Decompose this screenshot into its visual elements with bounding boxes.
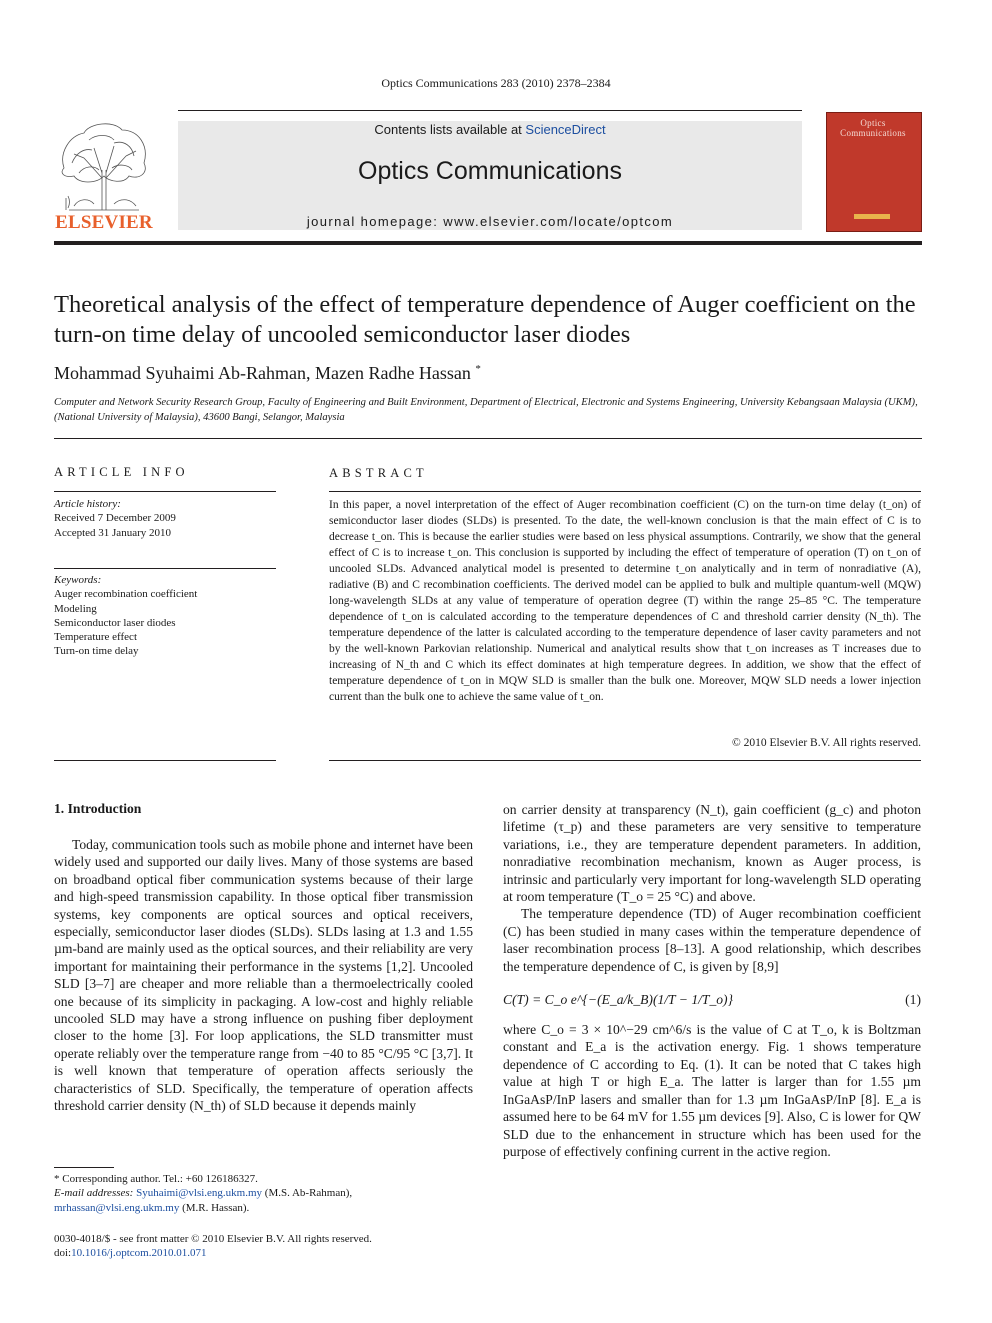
accepted-date: Accepted 31 January 2010 bbox=[54, 526, 171, 539]
sciencedirect-link[interactable]: ScienceDirect bbox=[525, 122, 606, 137]
paragraph: The temperature dependence (TD) of Auger recombination coefficient (C) has been studied in many cases within the temperature dependence of laser recombination process [8–13]. A good relationship, which describes the temperature dependence of C, is given by [8,9] bbox=[503, 906, 921, 974]
cover-title-line-2: Communications bbox=[840, 128, 906, 138]
abstract-body: In this paper, a novel interpretation of the effect of Auger recombination coefficient (C) on the turn-on time delay (t_on) of semiconductor laser diodes (SLDs) is presented. To the date, the well-known conclusion is that the main effect of C is to decrease t_on. This is because the earlier studies were based on less physical assumptions. Contrarily, we show that the general effect of C is to increase t_on. This conclusion is supported by including the effect of temperature of operation (T) on t_on of uncooled SLDs. Advanced analytical model is presented to determine t_on analytically and in term of nonradiative (A), radiative (B) and C recombination coefficients. The derived model can be applied to bulk and multiple quantum-well (MQW) long-wavelength SLDs at any value of temperature of operation degree (T) within the range 25–85 °C. The temperature dependence of t_on is calculated according to the temperature dependences of C and threshold carrier density (N_th). The temperature dependence of the latter is calculated according to the temperature dependence of laser cavity parameters and not by the well-known Parkovian relationship. Numerical and analytical results show that t_on increases as T increases due to increasing of N_th and C which its effect dominates at high temperature degrees. In addition, we show that the effect of temperature dependence of t_on in MQW SLD is smaller than the bulk one. Moreover, MQW SLD needs a lower injection current than the bulk one to achieve the same value of t_on. bbox=[329, 499, 921, 703]
contents-line bbox=[178, 122, 802, 137]
email-owner-1: (M.S. Ab-Rahman), bbox=[264, 1187, 353, 1200]
journal-homepage[interactable]: journal homepage: www.elsevier.com/locate/optcom bbox=[306, 214, 674, 229]
masthead-rule bbox=[54, 241, 922, 245]
journal-reference: Optics Communications 283 (2010) 2378–2384 bbox=[381, 76, 611, 90]
email-owner-2: (M.R. Hassan). bbox=[182, 1201, 250, 1214]
keywords-label: Keywords: bbox=[54, 574, 102, 586]
keyword: Modeling bbox=[54, 602, 97, 615]
keyword: Turn-on time delay bbox=[54, 645, 139, 658]
email-link-1[interactable]: Syuhaimi@vlsi.eng.ukm.my bbox=[136, 1187, 263, 1200]
footnote bbox=[54, 1172, 473, 1215]
body-column-right bbox=[503, 801, 921, 1160]
history-label: Article history: bbox=[54, 498, 121, 510]
keywords-block bbox=[54, 573, 276, 659]
top-rule bbox=[178, 110, 802, 111]
cover-title-line-1: Optics bbox=[860, 118, 886, 128]
elsevier-wordmark: ELSEVIER bbox=[55, 212, 153, 233]
email-link-2[interactable]: mrhassan@vlsi.eng.ukm.my bbox=[54, 1201, 180, 1214]
journal-title: Optics Communications bbox=[358, 157, 622, 185]
equation-text: C(T) = C_o e^{−(E_a/k_B)(1/T − 1/T_o)} bbox=[503, 992, 734, 1008]
affiliation: Computer and Network Security Research Group, Faculty of Engineering and Built Environment, Department of Electrical, Electronic and Systems Engineering, University Kebangsaan Malaysia (UKM), (National University of Malaysia), 43600 Bangi, Selangor, Malaysia bbox=[54, 397, 918, 423]
abstract-rule-bottom bbox=[329, 760, 921, 761]
doi-prefix: doi: bbox=[54, 1247, 72, 1260]
abstract-rule-top bbox=[329, 491, 921, 492]
keyword: Semiconductor laser diodes bbox=[54, 616, 176, 629]
keyword: Temperature effect bbox=[54, 631, 137, 644]
cover-footer-band bbox=[854, 214, 890, 219]
corresponding-author-mark[interactable]: * bbox=[475, 363, 481, 375]
info-rule-2 bbox=[54, 568, 276, 569]
equation-1 bbox=[503, 983, 921, 1019]
article-history bbox=[54, 497, 276, 540]
paragraph: on carrier density at transparency (N_t), gain coefficient (g_c) and photon lifetime (τ_p) and these parameters are very sensitive to temperature variations, i.e., they are temperature dependent parameters. In addition, nonradiative recombination mechanism, known as Auger process, is intrinsic and particularly very important for long-wavelength SLD operating at room temperature (T_o = 25 °C) and above. bbox=[503, 802, 921, 905]
paragraph: where C_o = 3 × 10^−29 cm^6/s is the value of C at T_o, k is Boltzman constant and E_a is the activation energy. Fig. 1 shows temperature dependence of C according to Eq. (1). It can be noted that C takes high value at high T or high E_a. The latter is larger than for 1.55 µm InGaAsP/InP lasers and smaller than for 1.3 µm InGaAsP/InP [8]. E_a is assumed here to be 64 mV for 1.55 µm devices [9]. Also, C is lower for QW SLD due to the enhancement in structure which has been used for the purpose of effectively confining current in the active region. bbox=[503, 1022, 921, 1159]
body-column-left: Today, communication tools such as mobile phone and internet have been widely used and supported our daily lives. Many of those systems are based on broadband optical fiber communication systems because of their large and high-speed transmission capability. In those optical fiber transmission systems, key components are optical sources and optical receivers, especially, semiconductor laser diodes (SLDs). SLDs lasing at 1.3 and 1.55 µm-band are mainly used as the optical sources, and their reliability are very important for maintaining their performance in the systems [1,2]. Uncooled SLD [3–7] are cheaper and more reliable than a thermoelectrically cooled one because of its simplicity in packaging. A low-cost and highly reliable uncooled SLD may have a strong influence on pushing fiber deployment closer to the home [3]. For loop applications, the SLD transmitter must operate reliably over the temperature range from −40 to 85 °C/95 °C [3,7]. It is well known that temperature of operation affects seriously the characteristics of SLD. Specifically, the temperature of operation affects threshold carrier density (N_th) of SLD because it depends mainly bbox=[54, 837, 473, 1114]
contents-prefix: Contents lists available at bbox=[374, 122, 526, 137]
tree-icon bbox=[54, 118, 154, 213]
abstract-copyright: © 2010 Elsevier B.V. All rights reserved. bbox=[732, 737, 921, 749]
doi-line bbox=[54, 1246, 554, 1260]
email-label: E-mail addresses: bbox=[54, 1187, 134, 1200]
front-matter bbox=[54, 1232, 554, 1261]
info-rule-bottom bbox=[54, 760, 276, 761]
received-date: Received 7 December 2009 bbox=[54, 512, 176, 525]
doi-link[interactable]: 10.1016/j.optcom.2010.01.071 bbox=[71, 1247, 207, 1260]
abstract-heading: ABSTRACT bbox=[329, 466, 428, 480]
keyword: Auger recombination coefficient bbox=[54, 588, 198, 601]
title-rule bbox=[54, 438, 922, 439]
article-info-heading: ARTICLE INFO bbox=[54, 465, 189, 479]
footnote-rule bbox=[54, 1167, 114, 1168]
author-list bbox=[54, 363, 934, 384]
info-rule-1 bbox=[54, 491, 276, 492]
issn-line: 0030-4018/$ - see front matter © 2010 Elsevier B.V. All rights reserved. bbox=[54, 1233, 372, 1245]
cover-title bbox=[832, 118, 914, 138]
authors: Mohammad Syuhaimi Ab-Rahman, Mazen Radhe Hassan bbox=[54, 363, 471, 383]
email-line bbox=[54, 1186, 473, 1215]
section-heading-introduction: 1. Introduction bbox=[54, 801, 142, 816]
corresponding-author-note: * Corresponding author. Tel.: +60 126186327. bbox=[54, 1173, 258, 1185]
article-title: Theoretical analysis of the effect of temperature dependence of Auger coefficient on the turn-on time delay of uncooled semiconductor laser diodes bbox=[54, 291, 916, 348]
equation-number: (1) bbox=[905, 992, 921, 1008]
